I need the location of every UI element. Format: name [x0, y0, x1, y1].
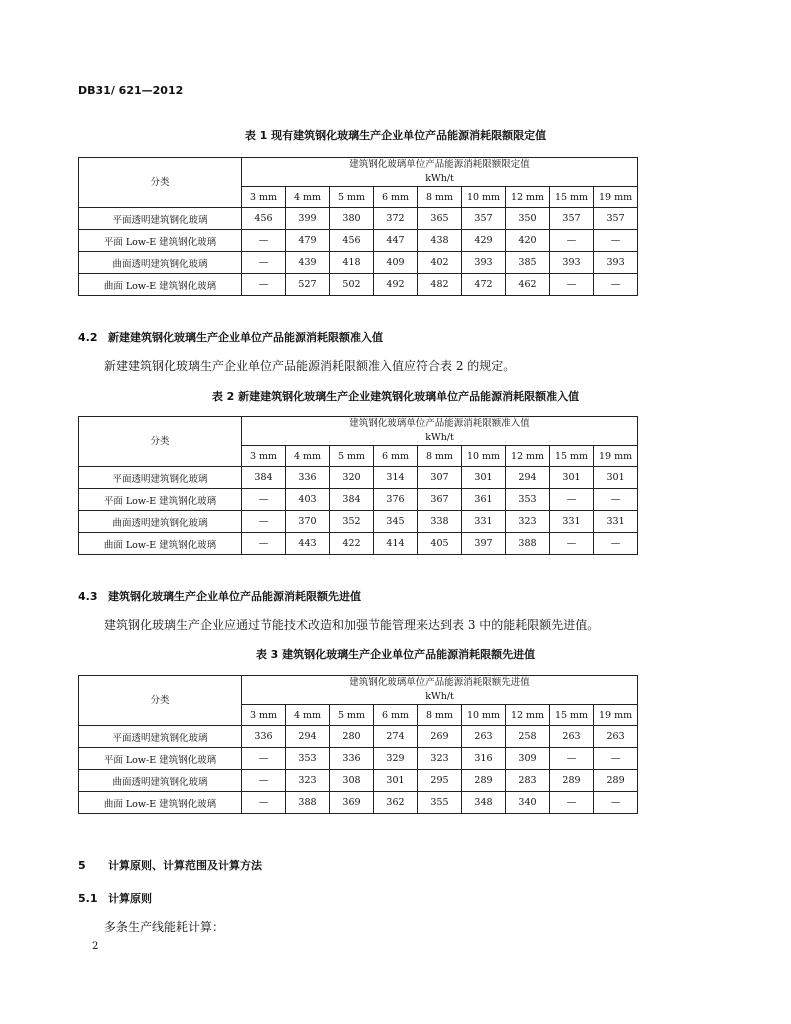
value-cell: 367 [418, 489, 462, 511]
value-cell: 479 [286, 230, 330, 252]
value-cell: 376 [374, 489, 418, 511]
header-title: 建筑钢化玻璃单位产品能源消耗限额准入值 [349, 418, 530, 429]
table-3 [78, 675, 638, 814]
value-cell: 307 [418, 467, 462, 489]
section-number: 4.3 [78, 590, 98, 603]
thickness-header: 15 mm [550, 705, 594, 726]
section-5-1-paragraph: 多条生产线能耗计算： [104, 920, 225, 934]
value-cell: — [594, 533, 638, 555]
thickness-header: 12 mm [506, 187, 550, 208]
value-cell: 482 [418, 274, 462, 296]
value-cell: — [550, 748, 594, 770]
thickness-header: 4 mm [286, 187, 330, 208]
thickness-header: 10 mm [462, 446, 506, 467]
row-label: 平面透明建筑钢化玻璃 [79, 726, 242, 748]
value-cell: 331 [462, 511, 506, 533]
thickness-header: 8 mm [418, 705, 462, 726]
value-cell: 462 [506, 274, 550, 296]
value-cell: 370 [286, 511, 330, 533]
thickness-header: 6 mm [374, 187, 418, 208]
section-4-2-heading [78, 329, 383, 345]
value-cell: 397 [462, 533, 506, 555]
header-unit: kWh/t [425, 173, 454, 184]
value-cell: — [594, 489, 638, 511]
header-unit: kWh/t [425, 691, 454, 702]
value-cell: 502 [330, 274, 374, 296]
thickness-header: 19 mm [594, 705, 638, 726]
value-cell: — [242, 770, 286, 792]
value-cell: 289 [462, 770, 506, 792]
header-unit: kWh/t [425, 432, 454, 443]
value-cell: 283 [506, 770, 550, 792]
section-title: 计算原则、计算范围及计算方法 [108, 859, 262, 872]
table-row [79, 274, 638, 296]
value-cell: 301 [594, 467, 638, 489]
value-cell: 385 [506, 252, 550, 274]
value-cell: 348 [462, 792, 506, 814]
value-cell: 320 [330, 467, 374, 489]
thickness-header: 3 mm [242, 187, 286, 208]
section-5-heading [78, 857, 262, 873]
thickness-header: 15 mm [550, 446, 594, 467]
category-header: 分类 [79, 676, 242, 726]
table-header-row [79, 158, 638, 187]
thickness-header: 10 mm [462, 705, 506, 726]
value-cell: 350 [506, 208, 550, 230]
value-cell: 414 [374, 533, 418, 555]
table-header-row [79, 676, 638, 705]
value-cell: 329 [374, 748, 418, 770]
row-label: 曲面透明建筑钢化玻璃 [79, 252, 242, 274]
value-cell: 362 [374, 792, 418, 814]
value-cell: 443 [286, 533, 330, 555]
value-cell: 323 [418, 748, 462, 770]
value-cell: — [594, 230, 638, 252]
value-cell: 372 [374, 208, 418, 230]
value-cell: 294 [286, 726, 330, 748]
thickness-header: 19 mm [594, 446, 638, 467]
row-label: 曲面透明建筑钢化玻璃 [79, 770, 242, 792]
value-cell: 357 [550, 208, 594, 230]
thickness-header: 8 mm [418, 187, 462, 208]
value-cell: 388 [286, 792, 330, 814]
value-cell: 336 [286, 467, 330, 489]
row-label: 曲面 Low-E 建筑钢化玻璃 [79, 274, 242, 296]
value-cell: 393 [550, 252, 594, 274]
value-cell: 403 [286, 489, 330, 511]
value-cell: 331 [550, 511, 594, 533]
row-label: 平面透明建筑钢化玻璃 [79, 467, 242, 489]
thickness-header: 4 mm [286, 446, 330, 467]
table-row [79, 726, 638, 748]
table-row [79, 792, 638, 814]
section-number: 5 [78, 859, 86, 872]
value-cell: 399 [286, 208, 330, 230]
section-number: 4.2 [78, 331, 98, 344]
table-1 [78, 157, 638, 296]
value-cell: 447 [374, 230, 418, 252]
value-cell: 380 [330, 208, 374, 230]
value-cell: 263 [550, 726, 594, 748]
value-cell: 405 [418, 533, 462, 555]
value-cell: 263 [462, 726, 506, 748]
section-title: 计算原则 [108, 892, 152, 905]
thickness-header: 12 mm [506, 705, 550, 726]
row-label: 平面 Low-E 建筑钢化玻璃 [79, 748, 242, 770]
value-cell: — [242, 748, 286, 770]
table-3-caption: 表 3 建筑钢化玻璃生产企业单位产品能源消耗限额先进值 [255, 648, 536, 661]
thickness-header: 12 mm [506, 446, 550, 467]
value-cell: 456 [242, 208, 286, 230]
thickness-header: 5 mm [330, 187, 374, 208]
value-cell: 418 [330, 252, 374, 274]
value-cell: 388 [506, 533, 550, 555]
value-cell: 393 [462, 252, 506, 274]
header-title: 建筑钢化玻璃单位产品能源消耗限额限定值 [349, 159, 530, 170]
thickness-header: 5 mm [330, 446, 374, 467]
document-id: DB31/ 621—2012 [78, 84, 184, 97]
value-cell: 280 [330, 726, 374, 748]
value-cell: 439 [286, 252, 330, 274]
value-cell: 355 [418, 792, 462, 814]
table-1-caption: 表 1 现有建筑钢化玻璃生产企业单位产品能源消耗限额限定值 [244, 129, 547, 142]
table-header-row [79, 417, 638, 446]
value-cell: 420 [506, 230, 550, 252]
value-cell: 340 [506, 792, 550, 814]
value-cell: 369 [330, 792, 374, 814]
value-cell: 438 [418, 230, 462, 252]
value-cell: — [550, 274, 594, 296]
value-cell: 409 [374, 252, 418, 274]
value-cell: 294 [506, 467, 550, 489]
value-cell: 527 [286, 274, 330, 296]
table-row [79, 770, 638, 792]
value-cell: 316 [462, 748, 506, 770]
value-cell: 314 [374, 467, 418, 489]
value-cell: 393 [594, 252, 638, 274]
table-2 [78, 416, 638, 555]
header-title: 建筑钢化玻璃单位产品能源消耗限额先进值 [349, 677, 530, 688]
value-cell: 308 [330, 770, 374, 792]
table-row [79, 252, 638, 274]
row-label: 曲面 Low-E 建筑钢化玻璃 [79, 533, 242, 555]
value-cell: 295 [418, 770, 462, 792]
table-row [79, 230, 638, 252]
thickness-header: 19 mm [594, 187, 638, 208]
value-cell: — [550, 489, 594, 511]
table-row [79, 533, 638, 555]
section-4-2-paragraph: 新建建筑钢化玻璃生产企业单位产品能源消耗限额准入值应符合表 2 的规定。 [104, 359, 516, 373]
thickness-header: 5 mm [330, 705, 374, 726]
section-number: 5.1 [78, 892, 98, 905]
value-cell: 289 [594, 770, 638, 792]
thickness-header: 3 mm [242, 446, 286, 467]
value-cell: 352 [330, 511, 374, 533]
row-label: 平面透明建筑钢化玻璃 [79, 208, 242, 230]
value-cell: 258 [506, 726, 550, 748]
category-header: 分类 [79, 158, 242, 208]
thickness-header: 4 mm [286, 705, 330, 726]
thickness-header: 8 mm [418, 446, 462, 467]
thickness-header: 15 mm [550, 187, 594, 208]
value-cell: 357 [594, 208, 638, 230]
value-cell: 289 [550, 770, 594, 792]
value-cell: 309 [506, 748, 550, 770]
header-title-cell [242, 676, 638, 705]
table-row [79, 467, 638, 489]
value-cell: 384 [330, 489, 374, 511]
value-cell: 301 [374, 770, 418, 792]
row-label: 平面 Low-E 建筑钢化玻璃 [79, 489, 242, 511]
table-row [79, 489, 638, 511]
section-4-3-paragraph: 建筑钢化玻璃生产企业应通过节能技术改造和加强节能管理来达到表 3 中的能耗限额先进值。 [104, 618, 600, 632]
value-cell: — [242, 792, 286, 814]
value-cell: — [594, 274, 638, 296]
row-label: 曲面 Low-E 建筑钢化玻璃 [79, 792, 242, 814]
section-title: 建筑钢化玻璃生产企业单位产品能源消耗限额先进值 [108, 590, 361, 603]
value-cell: — [550, 792, 594, 814]
value-cell: 263 [594, 726, 638, 748]
row-label: 曲面透明建筑钢化玻璃 [79, 511, 242, 533]
value-cell: 301 [462, 467, 506, 489]
value-cell: 384 [242, 467, 286, 489]
value-cell: 269 [418, 726, 462, 748]
header-title-cell [242, 158, 638, 187]
header-title-cell [242, 417, 638, 446]
value-cell: 338 [418, 511, 462, 533]
section-title: 新建建筑钢化玻璃生产企业单位产品能源消耗限额准入值 [108, 331, 383, 344]
table-2-caption: 表 2 新建建筑钢化玻璃生产企业建筑钢化玻璃单位产品能源消耗限额准入值 [211, 390, 580, 403]
value-cell: — [242, 252, 286, 274]
table-row [79, 748, 638, 770]
value-cell: 336 [242, 726, 286, 748]
value-cell: — [242, 533, 286, 555]
page-number: 2 [92, 941, 99, 952]
row-label: 平面 Low-E 建筑钢化玻璃 [79, 230, 242, 252]
value-cell: 472 [462, 274, 506, 296]
value-cell: — [242, 489, 286, 511]
table-row [79, 511, 638, 533]
value-cell: — [550, 230, 594, 252]
category-header: 分类 [79, 417, 242, 467]
value-cell: 353 [286, 748, 330, 770]
value-cell: — [594, 748, 638, 770]
value-cell: 345 [374, 511, 418, 533]
value-cell: — [242, 274, 286, 296]
value-cell: 422 [330, 533, 374, 555]
value-cell: — [242, 511, 286, 533]
value-cell: 402 [418, 252, 462, 274]
value-cell: 274 [374, 726, 418, 748]
thickness-header: 6 mm [374, 446, 418, 467]
value-cell: 331 [594, 511, 638, 533]
value-cell: — [242, 230, 286, 252]
value-cell: 336 [330, 748, 374, 770]
value-cell: 492 [374, 274, 418, 296]
value-cell: — [594, 792, 638, 814]
thickness-header: 3 mm [242, 705, 286, 726]
value-cell: 323 [286, 770, 330, 792]
value-cell: — [550, 533, 594, 555]
value-cell: 323 [506, 511, 550, 533]
value-cell: 301 [550, 467, 594, 489]
value-cell: 429 [462, 230, 506, 252]
value-cell: 456 [330, 230, 374, 252]
section-4-3-heading [78, 588, 361, 604]
value-cell: 357 [462, 208, 506, 230]
value-cell: 353 [506, 489, 550, 511]
value-cell: 365 [418, 208, 462, 230]
table-row [79, 208, 638, 230]
section-5-1-heading [78, 890, 152, 906]
thickness-header: 10 mm [462, 187, 506, 208]
value-cell: 361 [462, 489, 506, 511]
thickness-header: 6 mm [374, 705, 418, 726]
